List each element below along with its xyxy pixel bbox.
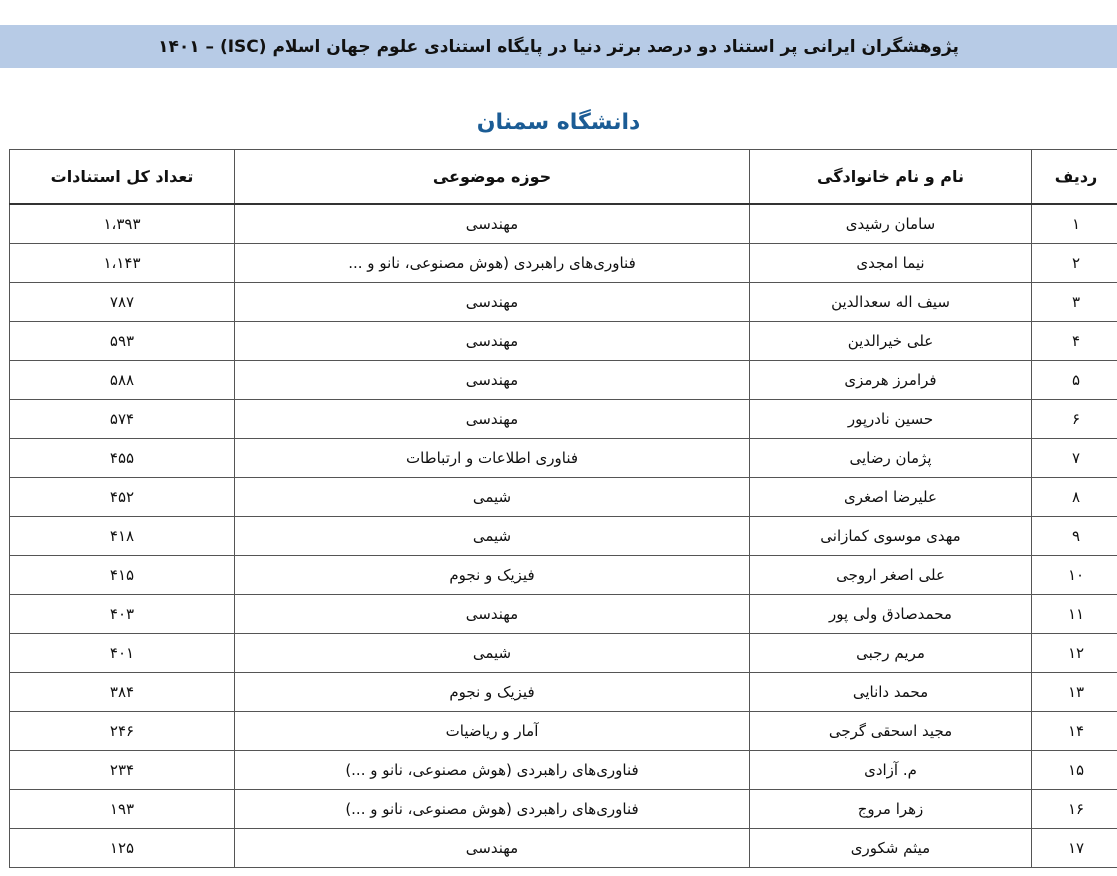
- cell-citations: ۱۹۳: [10, 790, 235, 829]
- column-header-name: نام و نام خانوادگی: [750, 150, 1032, 205]
- cell-rank: ۹: [1032, 517, 1117, 556]
- column-header-rank: ردیف: [1032, 150, 1117, 205]
- cell-field: شیمی: [235, 478, 750, 517]
- table-row: [10, 712, 1117, 751]
- cell-field: مهندسی: [235, 322, 750, 361]
- cell-name: میثم شکوری: [750, 829, 1032, 868]
- cell-rank: ۱۶: [1032, 790, 1117, 829]
- cell-name: م. آزادی: [750, 751, 1032, 790]
- column-header-field: حوزه موضوعی: [235, 150, 750, 205]
- cell-name: حسین نادرپور: [750, 400, 1032, 439]
- cell-field: مهندسی: [235, 400, 750, 439]
- table-header-row: [10, 150, 1117, 205]
- cell-citations: ۲۴۶: [10, 712, 235, 751]
- cell-citations: ۷۸۷: [10, 283, 235, 322]
- table-row: [10, 595, 1117, 634]
- cell-rank: ۱۵: [1032, 751, 1117, 790]
- table-row: [10, 790, 1117, 829]
- cell-citations: ۳۸۴: [10, 673, 235, 712]
- cell-rank: ۱: [1032, 204, 1117, 244]
- cell-name: علیرضا اصغری: [750, 478, 1032, 517]
- cell-name: زهرا مروج: [750, 790, 1032, 829]
- table-row: [10, 478, 1117, 517]
- header-banner: [0, 25, 1117, 68]
- researchers-table: [9, 149, 1117, 868]
- cell-name: علی اصغر اروجی: [750, 556, 1032, 595]
- cell-field: شیمی: [235, 517, 750, 556]
- table-row: [10, 283, 1117, 322]
- cell-rank: ۳: [1032, 283, 1117, 322]
- cell-citations: ۲۳۴: [10, 751, 235, 790]
- table-row: [10, 673, 1117, 712]
- cell-field: شیمی: [235, 634, 750, 673]
- table-row: [10, 634, 1117, 673]
- cell-name: علی خیرالدین: [750, 322, 1032, 361]
- cell-citations: ۴۰۱: [10, 634, 235, 673]
- cell-citations: ۴۵۲: [10, 478, 235, 517]
- cell-name: محمد دانایی: [750, 673, 1032, 712]
- table-row: [10, 204, 1117, 244]
- table-row: [10, 829, 1117, 868]
- table-body: [10, 204, 1117, 868]
- cell-field: فناوری‌های راهبردی (هوش مصنوعی، نانو و ...): [235, 751, 750, 790]
- cell-rank: ۶: [1032, 400, 1117, 439]
- cell-name: سیف اله سعدالدین: [750, 283, 1032, 322]
- table-row: [10, 361, 1117, 400]
- cell-name: مجید اسحقی گرجی: [750, 712, 1032, 751]
- table-row: [10, 439, 1117, 478]
- cell-rank: ۱۳: [1032, 673, 1117, 712]
- header-title: پژوهشگران ایرانی پر استناد دو درصد برتر دنیا در پایگاه استنادی علوم جهان اسلام (ISC) – ۱۴۰۱: [158, 36, 959, 57]
- cell-rank: ۷: [1032, 439, 1117, 478]
- cell-citations: ۱،۳۹۳: [10, 204, 235, 244]
- cell-citations: ۱،۱۴۳: [10, 244, 235, 283]
- column-header-citations: تعداد کل استنادات: [10, 150, 235, 205]
- cell-field: مهندسی: [235, 829, 750, 868]
- table-row: [10, 322, 1117, 361]
- table-row: [10, 751, 1117, 790]
- cell-citations: ۵۹۳: [10, 322, 235, 361]
- university-title: دانشگاه سمنان: [476, 110, 641, 135]
- table-row: [10, 244, 1117, 283]
- cell-field: فناوری اطلاعات و ارتباطات: [235, 439, 750, 478]
- cell-citations: ۴۵۵: [10, 439, 235, 478]
- cell-name: مریم رجبی: [750, 634, 1032, 673]
- cell-field: فناوری‌های راهبردی (هوش مصنوعی، نانو و ...: [235, 244, 750, 283]
- cell-name: محمدصادق ولی پور: [750, 595, 1032, 634]
- cell-field: مهندسی: [235, 361, 750, 400]
- cell-name: سامان رشیدی: [750, 204, 1032, 244]
- cell-citations: ۵۸۸: [10, 361, 235, 400]
- cell-citations: ۴۱۸: [10, 517, 235, 556]
- cell-name: پژمان رضایی: [750, 439, 1032, 478]
- cell-rank: ۴: [1032, 322, 1117, 361]
- table-row: [10, 517, 1117, 556]
- cell-citations: ۱۲۵: [10, 829, 235, 868]
- cell-field: مهندسی: [235, 204, 750, 244]
- table-row: [10, 556, 1117, 595]
- cell-rank: ۱۷: [1032, 829, 1117, 868]
- cell-field: فیزیک و نجوم: [235, 556, 750, 595]
- cell-field: فناوری‌های راهبردی (هوش مصنوعی، نانو و ...): [235, 790, 750, 829]
- cell-rank: ۱۴: [1032, 712, 1117, 751]
- cell-rank: ۵: [1032, 361, 1117, 400]
- cell-citations: ۴۱۵: [10, 556, 235, 595]
- cell-citations: ۵۷۴: [10, 400, 235, 439]
- cell-field: آمار و ریاضیات: [235, 712, 750, 751]
- cell-rank: ۱۱: [1032, 595, 1117, 634]
- cell-field: مهندسی: [235, 595, 750, 634]
- cell-rank: ۲: [1032, 244, 1117, 283]
- cell-citations: ۴۰۳: [10, 595, 235, 634]
- cell-field: فیزیک و نجوم: [235, 673, 750, 712]
- cell-rank: ۱۲: [1032, 634, 1117, 673]
- cell-name: مهدی موسوی کمازانی: [750, 517, 1032, 556]
- cell-name: نیما امجدی: [750, 244, 1032, 283]
- cell-rank: ۸: [1032, 478, 1117, 517]
- cell-name: فرامرز هرمزی: [750, 361, 1032, 400]
- cell-rank: ۱۰: [1032, 556, 1117, 595]
- cell-field: مهندسی: [235, 283, 750, 322]
- table-row: [10, 400, 1117, 439]
